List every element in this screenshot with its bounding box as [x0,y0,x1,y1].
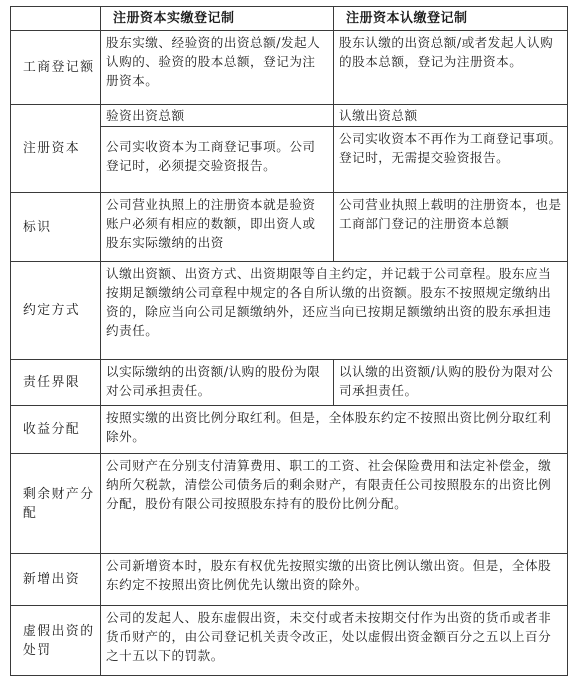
row-label-liability: 责任界限 [11,360,101,406]
registration-comparison-table [10,6,568,676]
table-row [11,454,568,554]
row-label-false-capital: 虚假出资的处罚 [11,606,101,676]
cell-liability-paid: 以实际缴纳的出资额/认购的股份为限对公司承担责任。 [101,360,334,406]
table-row [11,606,568,676]
row-label-residual: 剩余财产分配 [11,454,101,554]
table-row [11,262,568,360]
header-row [11,7,568,31]
table-row [11,105,568,127]
row-label-profit: 收益分配 [11,406,101,454]
cell-mark-paid [101,193,334,262]
cell-new-capital: 公司新增资本时，股东有权优先按照实缴的出资比例认缴出资。但是，全体股东约定不按照出资比例优先认缴出资的除外。 [101,554,568,606]
cell-mark-subscribed-text: 公司营业执照上载明的注册资本，也是工商部门登记的注册资本总额 [339,197,562,231]
table-row [11,31,568,105]
row-label-capital: 注册资本 [11,105,101,193]
row-label-new-capital: 新增出资 [11,554,101,606]
table-row [11,554,568,606]
header-blank-cell [11,7,101,31]
cell-capital-subscribed: 公司实收资本不再作为工商登记事项。登记时，无需提交验资报告。 [334,127,568,193]
cell-liability-subscribed: 以认缴的出资额/认购的股份为限对公司承担责任。 [334,360,568,406]
row-label-registration: 工商登记额 [11,31,101,105]
cell-capital-paid: 公司实收资本为工商登记事项。公司登记时，必须提交验资报告。 [101,127,334,193]
cell-mark-subscribed [334,193,568,262]
row-label-agreement: 约定方式 [11,262,101,360]
row-label-mark: 标识 [11,193,101,262]
cell-residual: 公司财产在分别支付清算费用、职工的工资、社会保险费用和法定补偿金，缴纳所欠税款，清偿公司债务后的剩余财产，有限责任公司按照股东的出资比例分配，股份有限公司按照股东持有的股份比例分配。 [101,454,568,554]
cell-profit: 按照实缴的出资比例分取红利。但是，全体股东约定不按照出资比例分取红利除外。 [101,406,568,454]
table-row [11,193,568,262]
header-paid-in: 注册资本实缴登记制 [101,7,334,31]
cell-capital-subscribed-sub: 认缴出资总额 [334,105,568,127]
header-subscribed: 注册资本认缴登记制 [334,7,568,31]
cell-registration-subscribed: 股东认缴的出资总额/或者发起人认购的股本总额，登记为注册资本。 [334,31,568,105]
cell-registration-paid: 股东实缴、经验资的出资总额/发起人认购的、验资的股本总额，登记为注册资本。 [101,31,334,105]
table-row [11,406,568,454]
cell-capital-paid-sub: 验资出资总额 [101,105,334,127]
cell-mark-paid-text: 公司营业执照上的注册资本就是验资账户必须有相应的数额，即出资人或股东实际缴纳的出资 [106,197,316,250]
cell-agreement: 认缴出资额、出资方式、出资期限等自主约定，并记载于公司章程。股东应当按期足额缴纳公司章程中规定的各自所认缴的出资额。股东不按照规定缴纳出资的，除应当向公司足额缴纳外，还应当向已按期足额缴纳出资的股东承担违约责任。 [101,262,568,360]
table-row [11,360,568,406]
cell-false-capital: 公司的发起人、股东虚假出资，未交付或者未按期交付作为出资的货币或者非货币财产的，由公司登记机关责令改正，处以虚假出资金额百分之五以上百分之十五以下的罚款。 [101,606,568,676]
